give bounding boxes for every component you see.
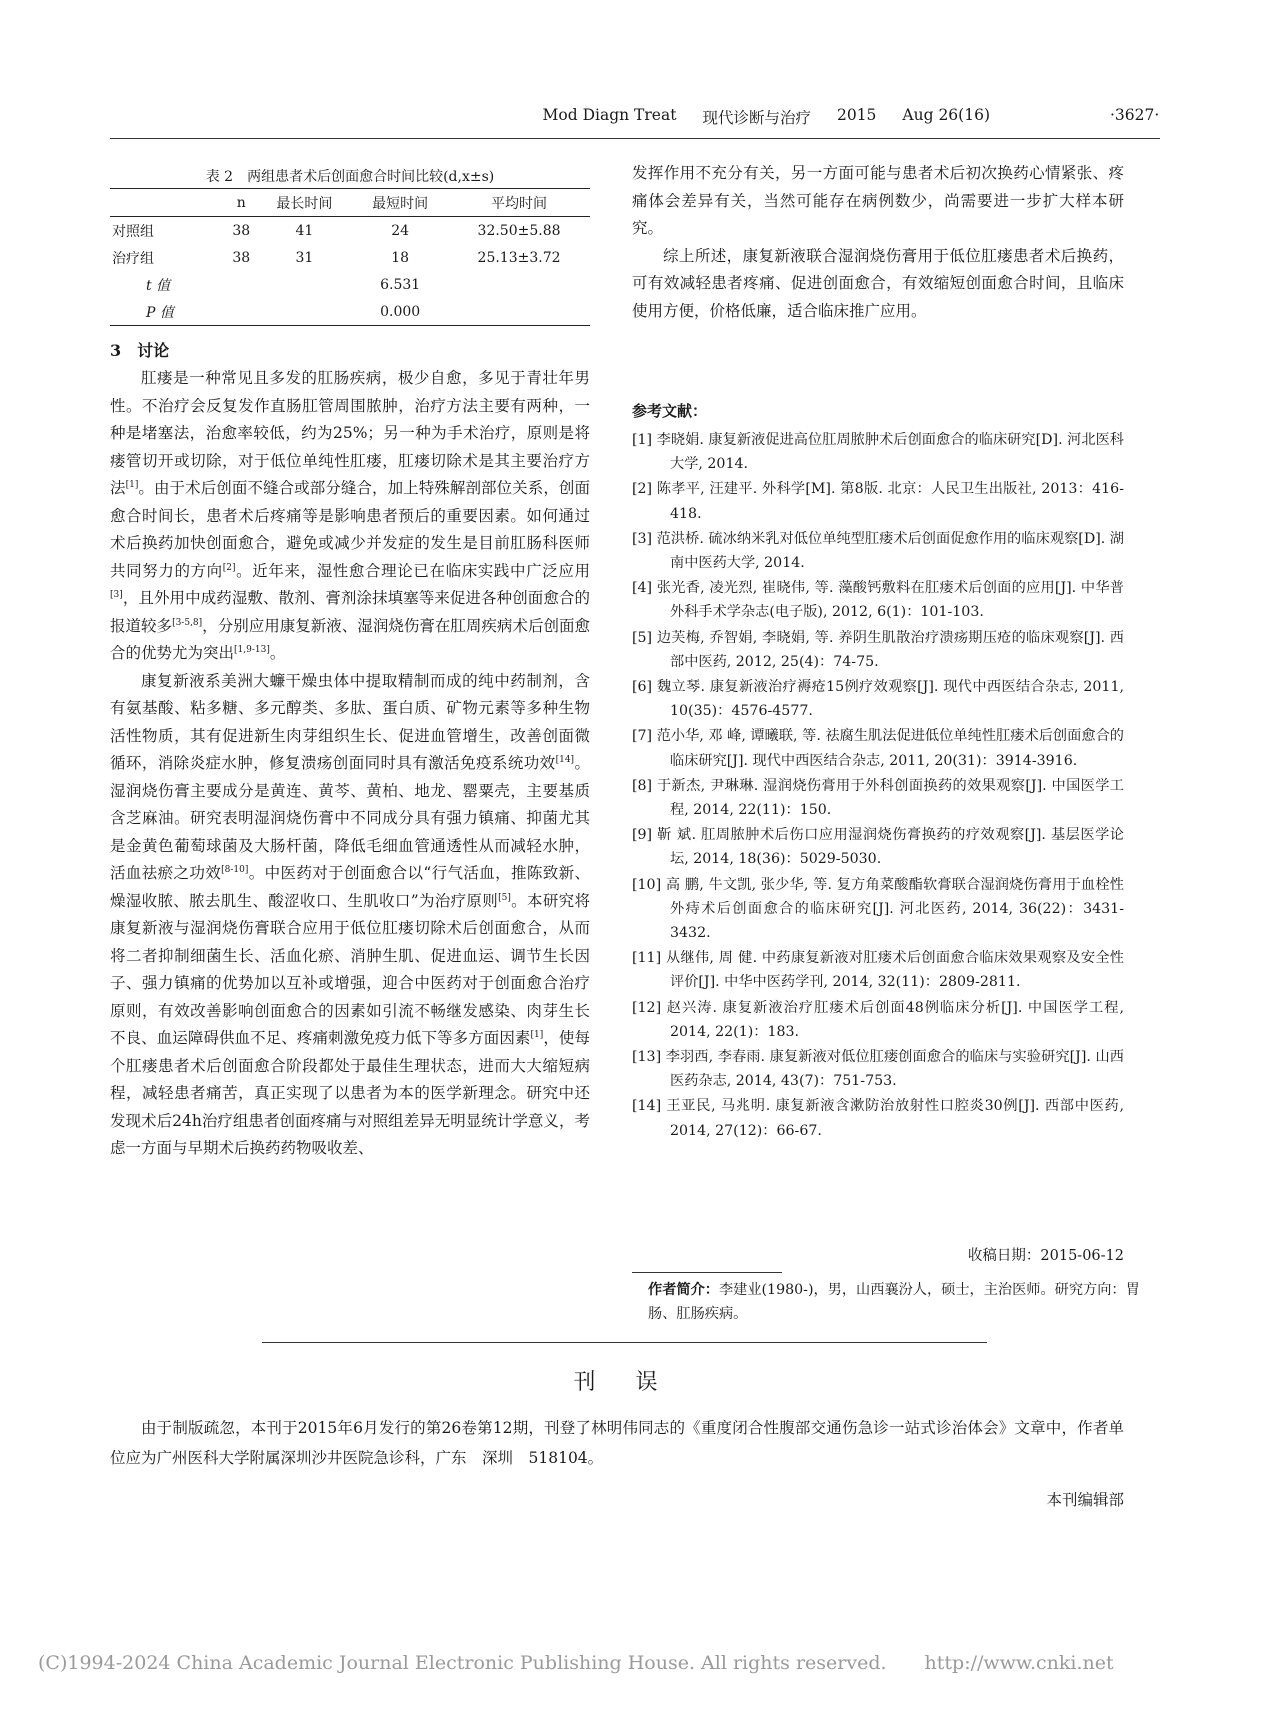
table-cell [448,298,590,326]
table-header-cell [110,189,226,217]
citation: [1,9-13] [234,644,270,655]
citation: [2] [222,562,236,573]
table-cell: t 值 [146,277,171,294]
reference-item: [8] 于新杰, 尹琳琳. 湿润烧伤膏用于外科创面换药的效果观察[J]. 中国医学工程, 2014, 22(11)：150. [632,777,1124,819]
table-cell: P 值 [146,304,174,321]
reference-item: [9] 靳 斌. 肛周脓肿术后伤口应用湿润烧伤膏换药的疗效观察[J]. 基层医学论坛, 2014, 18(36)：5029-5030. [632,827,1124,868]
text-run: ，使每个肛瘘患者术后创面愈合阶段都处于最佳生理状态，进而大大缩短病程，减轻患者痛苦，真正实现了以患者为本的医学新理念。研究中还发现术后24h治疗组患者创面疼痛与对照组差异无明显统计学意义，考虑一方面与早期术后换药药物吸收差、 [110,1029,590,1157]
paragraph [110,668,590,1163]
text-run: 。 [269,644,286,662]
text-run: 。中医药对于创面愈合以“行气活血，推陈致新、燥湿收脓、脓去肌生、酸涩收口、生肌收口”为治疗原则 [110,864,590,910]
text-run: ，分别应用康复新液、湿润烧伤膏在肛周疾病术后创面愈合的优势尤为突出 [110,616,590,662]
table-header-cell: 最短时间 [372,195,429,212]
text-run: 。由于术后创面不缝合或部分缝合，加上特殊解剖部位关系，创面愈合时间长，患者术后疼痛等是影响患者预后的重要因素。如何通过术后换药加快创面愈合，避免或减少并发症的发生是目前肛肠科医师共同努力的方向 [110,479,590,580]
citation: [5] [498,892,511,903]
citation: [14] [555,754,575,765]
table-cell: 6.531 [380,276,421,293]
section-heading: 3 讨论 [110,341,170,360]
received-date: 收稿日期：2015-06-12 [967,1248,1124,1264]
reference-item: [13] 李羽西, 李春雨. 康复新液对低位肛瘘创面愈合的临床与实验研究[J]. 山西医药杂志, 2014, 43(7)：751-753. [632,1049,1124,1090]
citation: [1] [530,1029,544,1040]
table-header-row [110,189,590,217]
erratum-body: 由于制版疏忽，本刊于2015年6月发行的第26卷第12期，刊登了林明伟同志的《重度闭合性腹部交通伤急诊一站式诊治体会》文章中，作者单位应为广州医科大学附属深圳沙井医院急诊科，广东 深圳 518104。 [110,1419,1124,1467]
table-cell: 31 [295,249,314,266]
reference-item: [2] 陈孝平, 汪建平. 外科学[M]. 第8版. 北京：人民卫生出版社, 2013：416-418. [632,481,1124,522]
text-run: 。本研究将康复新液与湿润烧伤膏联合应用于低位肛瘘切除术后创面愈合，从而将二者抑制细菌生长、活血化瘀、消肿生肌、促进血运、调节生长因子、强力镇痛的优势加以互补或增强，迎合中医药对于创面愈合治疗原则，有效改善影响创面愈合的因素如引流不畅继发感染、肉芽生长不良、血运障碍供血不足、疼痛刺激免疫力低下等多方面因素 [110,891,590,1047]
text-run: 康复新液系美洲大蠊干燥虫体中提取精制而成的纯中药制剂，含有氨基酸、粘多糖、多元醇类、多肽、蛋白质、矿物元素等多种生物活性物质，其有促进新生肉芽组织生长、促进血管增生，改善创面微循环，消除炎症水肿，修复溃疡创面同时具有激活免疫系统功效 [110,671,590,772]
references-heading: 参考文献： [632,402,708,420]
table-caption: 表 2 两组患者术后创面愈合时间比较(d,x±s) [205,169,495,185]
running-header [110,106,1160,136]
author-note-text: 李建业(1980-)，男，山西襄汾人，硕士，主治医师。研究方向：胃肠、肛肠疾病。 [648,1282,1140,1322]
table-row [110,298,590,326]
reference-item: [10] 高 鹏, 牛文凯, 张少华, 等. 复方角菜酸酯软膏联合湿润烧伤膏用于血栓性外痔术后创面愈合的临床研究[J]. 河北医药, 2014, 36(22)：3431-3432. [632,876,1124,942]
section-divider [262,1342,987,1343]
reference-item: [1] 李晓娟. 康复新液促进高位肛周脓肿术后创面愈合的临床研究[D]. 河北医科大学, 2014. [632,432,1124,473]
table-cell: 0.000 [380,303,421,320]
author-note [632,1278,1140,1326]
table-cell: 对照组 [112,223,154,240]
table-header-cell: 最长时间 [276,195,333,212]
paragraph [110,365,590,668]
paragraph: 综上所述，康复新液联合湿润烧伤膏用于低位肛瘘患者术后换药，可有效减轻患者疼痛、促进创面愈合，有效缩短创面愈合时间，且临床使用方便，价格低廉，适合临床推广应用。 [632,246,1124,320]
table-cell: 24 [391,222,410,239]
author-note-label: 作者简介： [648,1282,719,1298]
reference-item: [5] 边芙梅, 乔智娟, 李晓娟, 等. 养阴生肌散治疗溃疡期压疮的临床观察[J]. 西部中医药, 2012, 25(4)：74-75. [632,629,1124,670]
citation: [3-5,8] [172,617,203,628]
paragraph-continuation [632,160,1124,243]
table-cell: 41 [295,222,314,239]
table-row [110,271,590,298]
table-cell [448,271,590,298]
table-cell: 32.50±5.88 [477,222,561,239]
journal-year: 2015 [836,106,877,124]
text-run: 。近年来，湿性愈合理论已在临床实践中广泛应用 [235,561,590,580]
reference-item: [4] 张光香, 凌光烈, 崔晓伟, 等. 藻酸钙敷料在肛瘘术后创面的应用[J]. 中华普外科手术学杂志(电子版), 2012, 6(1)：101-103. [632,580,1124,621]
table-row [110,244,590,271]
reference-item: [11] 从继伟, 周 健. 中药康复新液对肛瘘术后创面愈合临床效果观察及安全性评价[J]. 中华中医药学刊, 2014, 32(11)：2809-2811. [632,950,1124,991]
erratum-title: 刊误 [573,1370,698,1395]
table-cell [226,298,256,326]
reference-item: [6] 魏立琴. 康复新液治疗褥疮15例疗效观察[J]. 现代中西医结合杂志, 2011, 10(35)：4576-4577. [632,679,1124,720]
table-cell [256,271,352,298]
journal-issue: Aug 26(16) [902,106,990,124]
table-cell: 治疗组 [112,250,154,267]
table-cell: 38 [232,222,251,239]
reference-item: [12] 赵兴涛. 康复新液治疗肛瘘术后创面48例临床分析[J]. 中国医学工程, 2014, 22(1)：183. [632,999,1124,1040]
journal-name-en: Mod Diagn Treat [542,106,677,124]
citation: [1] [125,479,139,490]
table-cell: 38 [232,249,251,266]
healing-time-table [110,188,590,326]
citation: [8-10] [221,864,249,875]
page-number: ·3627· [1110,106,1160,124]
left-column-body [110,365,590,1163]
reference-list [632,428,1124,1144]
citation: [3] [110,589,123,600]
reference-item: [7] 范小华, 邓 峰, 谭曦联, 等. 祛腐生肌法促进低位单纯性肛瘘术后创面愈合的临床研究[J]. 现代中西医结合杂志, 2011, 20(31)：3914-3916. [632,728,1124,769]
table-cell [256,298,352,326]
reference-item: [14] 王亚民, 马兆明. 康复新液含漱防治放射性口腔炎30例[J]. 西部中医药, 2014, 27(12)：66-67. [632,1098,1124,1139]
text-run: 发挥作用不充分有关，另一方面可能与患者术后初次换药心情紧张、疼痛体会差异有关，当然可能存在病例数少，尚需要进一步扩大样本研究。 [632,164,1124,237]
table-header-cell: 平均时间 [491,195,548,212]
footnote-rule [632,1272,782,1273]
reference-item: [3] 范洪桥. 硫冰纳米乳对低位单纯型肛瘘术后创面促愈作用的临床观察[D]. 湖南中医药大学, 2014. [632,530,1124,572]
table-cell: 25.13±3.72 [477,249,561,266]
journal-name-cn: 现代诊断与治疗 [702,109,811,127]
copyright-footer: (C)1994-2024 China Academic Journal Electronic Publishing House. All rights reserved. http://www.cnki.net [38,1652,1114,1674]
text-run: 肛瘘是一种常见且多发的肛肠疾病，极少自愈，多见于青壮年男性。不治疗会反复发作直肠肛管周围脓肿，治疗方法主要有两种，一种是堵塞法，治愈率较低，约为25%；另一种为手术治疗，原则是将瘘管切开或切除，对于低位单纯性肛瘘，肛瘘切除术是其主要治疗方法 [110,369,590,497]
table-cell [226,271,256,298]
erratum-signature: 本刊编辑部 [1046,1491,1124,1509]
table-row [110,217,590,245]
header-journal-info [543,106,990,128]
right-column-body [632,160,1124,325]
text-run: ，且外用中成药湿敷、散剂、膏剂涂抹填塞等来促进各种创面愈合的报道较多 [110,589,590,635]
table-header-cell: n [236,194,246,211]
text-run: 。湿润烧伤膏主要成分是黄连、黄芩、黄柏、地龙、罂粟壳，主要基质含芝麻油。研究表明湿润烧伤膏中不同成分具有强力镇痛、抑菌尤其是金黄色葡萄球菌及大肠杆菌，降低毛细血管通透性从而减轻水肿，活血祛瘀之功效 [110,754,590,882]
table-cell: 18 [391,249,410,266]
header-rule [110,138,1160,139]
